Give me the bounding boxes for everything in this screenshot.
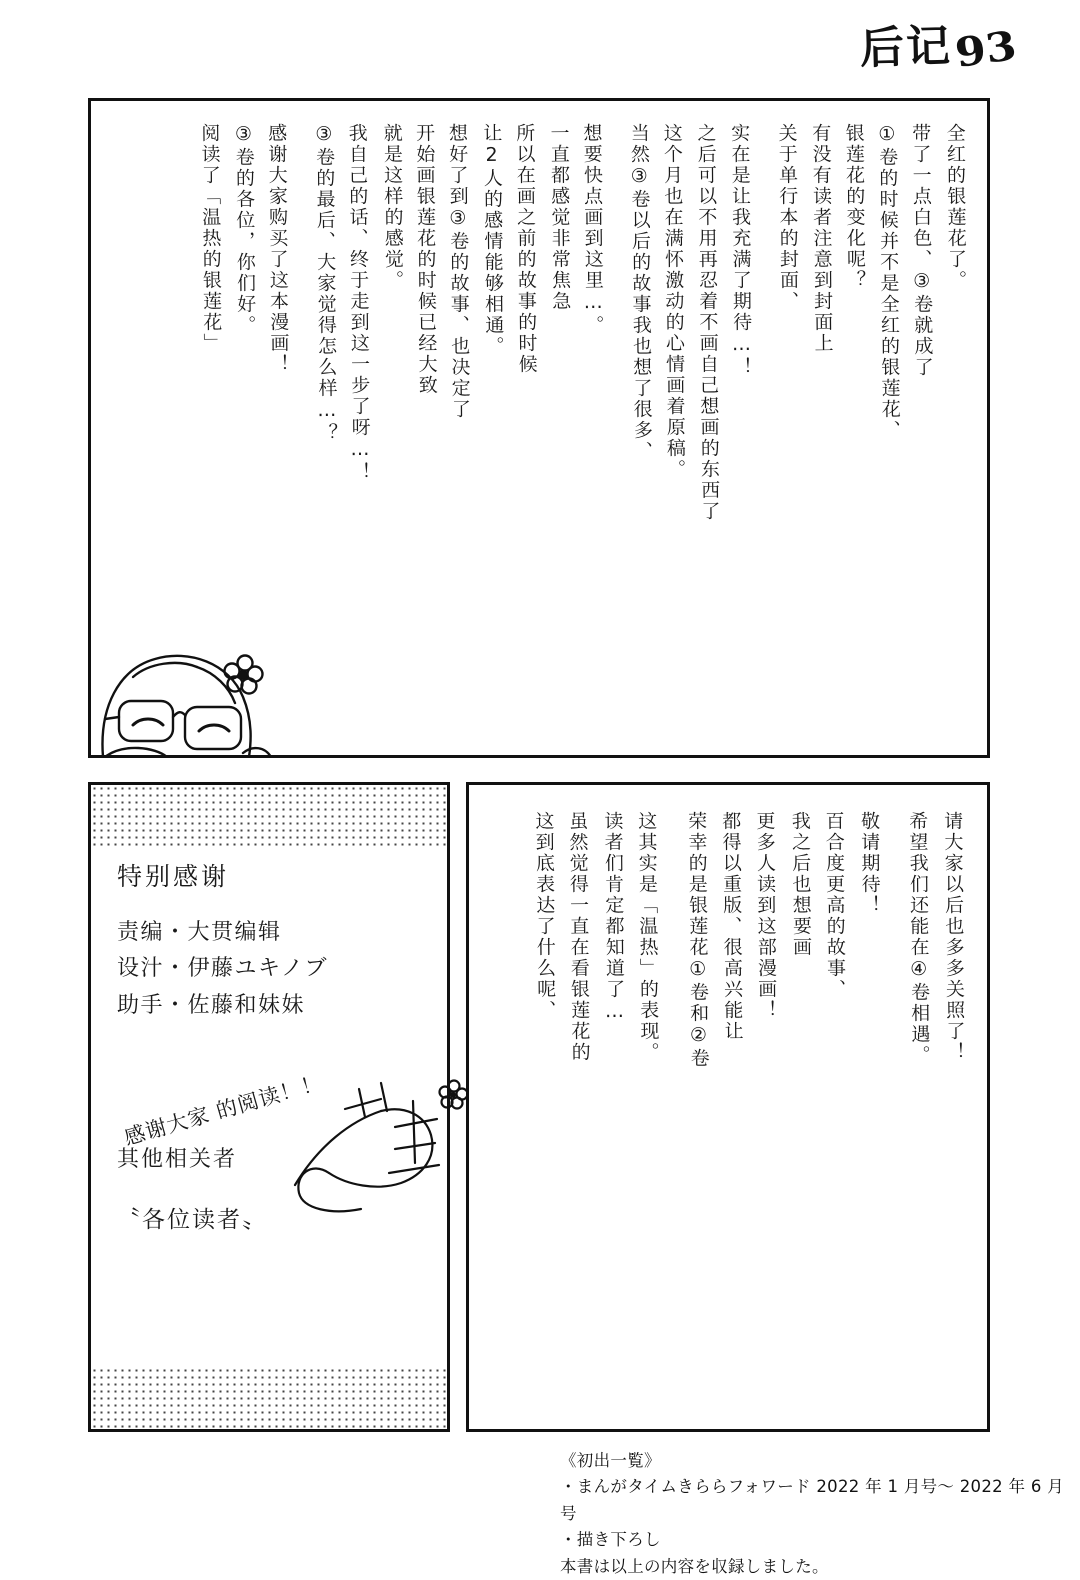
vertical-text-column: 阅读了「温热的银莲花」 (194, 123, 226, 354)
vertical-text-column: 开始画银莲花的时候已经大致 (409, 123, 441, 396)
vertical-text-column: 想要快点画到这里…。 (576, 123, 608, 336)
special-thanks-title: 特别感谢 (117, 857, 429, 893)
vertical-text-column: 让2人的感情能够相通。 (476, 123, 508, 357)
vertical-text-column: ③卷的各位，你们好。 (228, 123, 260, 336)
credit-line: 设汁・伊藤ユキノブ (117, 951, 429, 987)
vertical-text-column: 之后可以不用再忍着不画自己想画的东西了 (689, 123, 723, 522)
page-title: 后记 (860, 25, 953, 71)
vertical-text-column: 荣幸的是银莲花①卷和②卷 (680, 811, 712, 1069)
afterword-continued-columns (524, 811, 967, 1411)
vertical-text-column: 关于单行本的封面、 (771, 123, 802, 312)
other-contributors-label: 其他相关者 (117, 1142, 429, 1173)
vertical-text-column: 这其实是「温热」的表现。 (631, 811, 663, 1063)
vertical-text-column: 敬请期待！ (853, 811, 884, 916)
colophon-line: ・描き下ろし (560, 1527, 1080, 1553)
readers-label: 〝各位读者〟 (117, 1201, 429, 1234)
vertical-text-column: 当然③卷以后的故事我也想了很多、 (623, 123, 656, 462)
vertical-text-column: 请大家以后也多多关照了！ (936, 811, 968, 1063)
vertical-text-column: ①卷的时候并不是全红的银莲花、 (871, 123, 904, 441)
vertical-text-column: 就是这样的感觉。 (376, 123, 407, 291)
vertical-text-column: 感谢大家购买了这本漫画！ (261, 123, 293, 375)
vertical-text-column: 百合度更高的故事、 (818, 811, 849, 1000)
colophon-line: 《初出一覧》 (560, 1448, 1080, 1474)
vertical-text-column: 所以在画之前的故事的时候 (509, 123, 541, 375)
afterword-text-columns (191, 123, 969, 723)
special-thanks-panel (88, 782, 450, 1432)
vertical-text-column: 这个月也在满怀激动的心情画着原稿。 (656, 123, 689, 480)
vertical-text-column: 实在是让我充满了期待…！ (724, 123, 756, 378)
credit-line: 助手・佐藤和妹妹 (117, 988, 429, 1024)
vertical-text-column: 一直都感觉非常焦急 (543, 123, 574, 312)
vertical-text-column: 这到底表达了什么呢、 (528, 811, 560, 1021)
vertical-text-column: 都得以重版、很高兴能让 (715, 811, 747, 1042)
vertical-text-column: 全红的银莲花了。 (939, 123, 970, 291)
afterword-main-panel (88, 98, 990, 758)
colophon (560, 1448, 1080, 1580)
handwritten-thanks-note: 感谢大家 的阅读！！ (121, 1067, 327, 1154)
special-thanks-body (117, 857, 429, 1359)
colophon-line: ・まんがタイムきららフォワード 2022 年 1 月号～ 2022 年 6 月号 (560, 1474, 1080, 1527)
vertical-text-column: 我之后也想要画 (784, 811, 815, 958)
vertical-text-column: 银莲花的变化呢？ (838, 123, 869, 291)
vertical-text-column: 有没有读者注意到封面上 (805, 123, 837, 354)
vertical-text-column: 我自己的话、终于走到这一步了呀…！ (341, 123, 374, 483)
screentone-band-bottom (91, 1367, 447, 1429)
page-header (860, 26, 1014, 70)
vertical-text-column: ③卷的最后、大家觉得怎么样…？ (308, 123, 341, 444)
header-number-mark: 93 (953, 26, 1019, 74)
screentone-band-top (91, 785, 447, 847)
vertical-text-column: 想好了到③卷的故事、也决定了 (442, 123, 475, 420)
credits-list (117, 915, 429, 1024)
vertical-text-column: 希望我们还能在④卷相遇。 (902, 811, 934, 1066)
vertical-text-column: 读者们肯定都知道了… (597, 811, 629, 1024)
vertical-text-column: 虽然觉得一直在看银莲花的 (562, 811, 594, 1063)
credit-line: 责编・大贯编辑 (117, 915, 429, 951)
afterword-continued-panel (466, 782, 990, 1432)
vertical-text-column: 更多人读到这部漫画！ (749, 811, 781, 1021)
vertical-text-column: 带了一点白色、③卷就成了 (905, 123, 937, 378)
colophon-line: 本書は以上の内容を収録しました。 (560, 1554, 1080, 1580)
